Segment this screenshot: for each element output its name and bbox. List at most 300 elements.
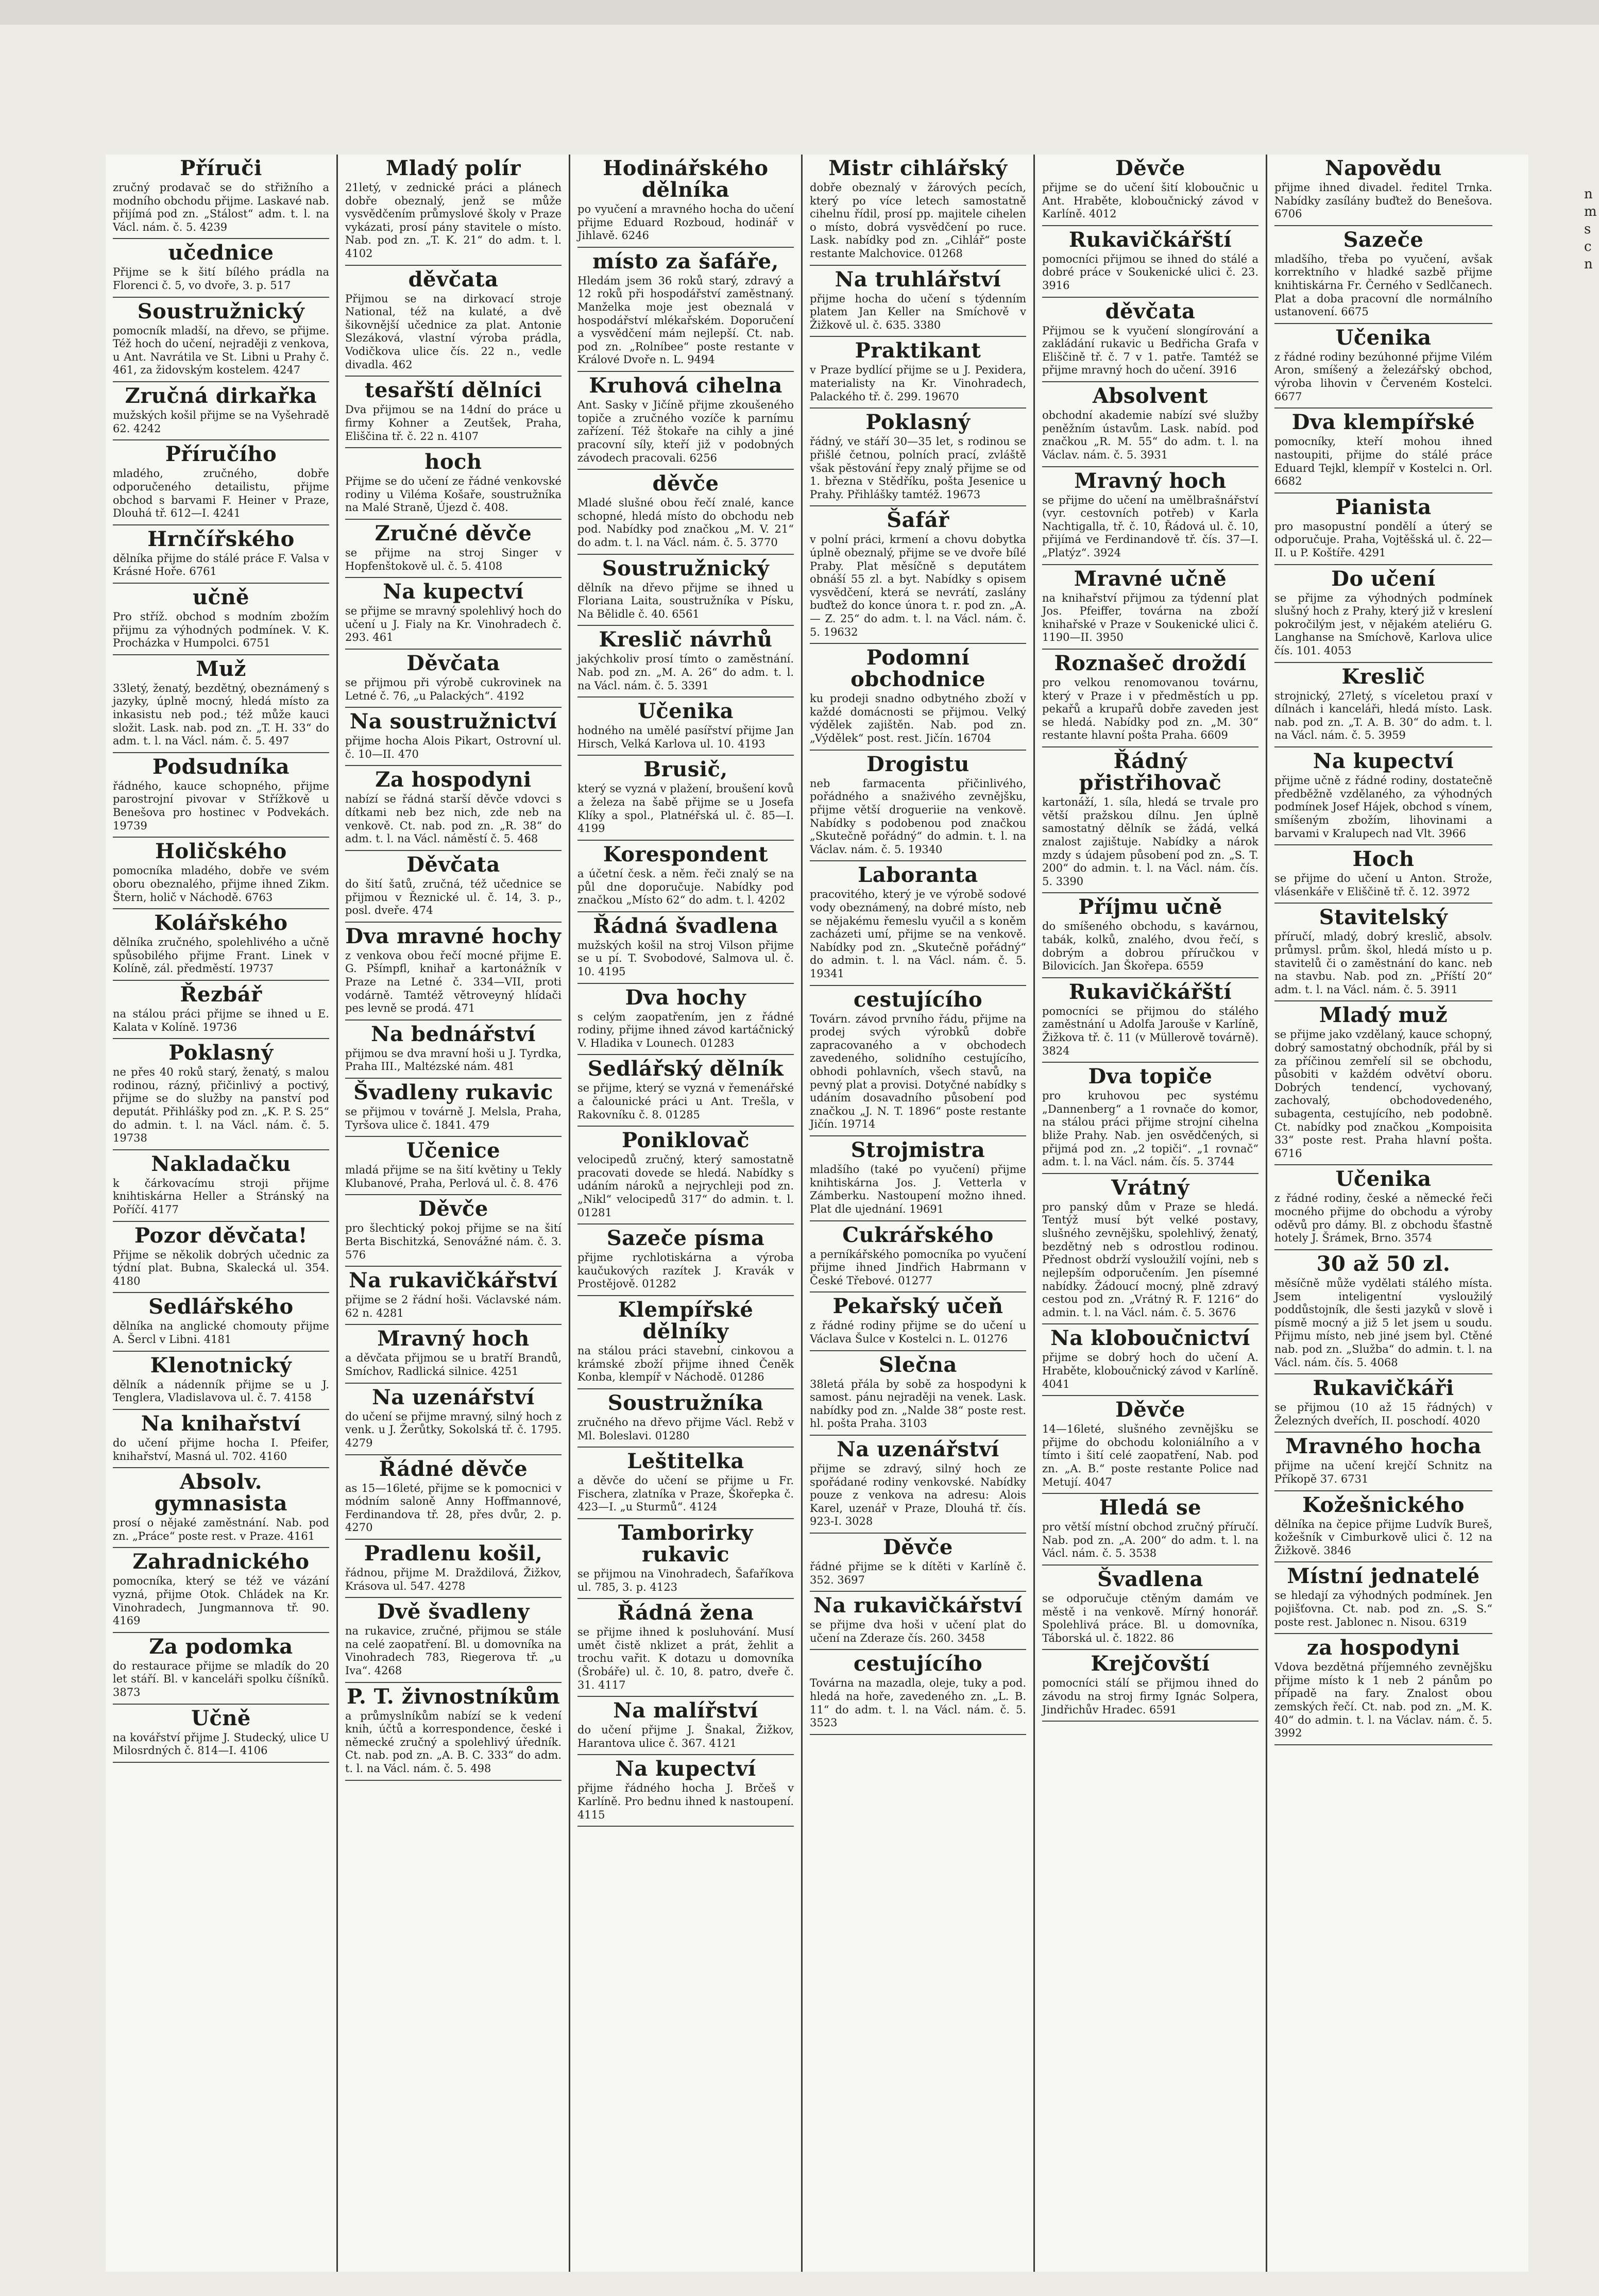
ad-text: se hledají za výhodných podmínek. Jen pojišťovna. Ct. nab. pod zn. „S. S.“ poste rest. Jablonec n. Nisou. 6319 xyxy=(1274,1589,1492,1628)
ad-text: a perníkářského pomocníka po vyučení přijme ihned Jindřich Habrmann v České Třebové. 01277 xyxy=(810,1248,1026,1287)
classified-ad xyxy=(113,753,329,838)
classified-ad xyxy=(113,981,329,1039)
classified-ad xyxy=(113,1705,329,1763)
ad-heading: Podomní obchodnice xyxy=(850,645,985,692)
ad-heading: Na kloboučnictví xyxy=(1050,1326,1250,1351)
ad-heading: Napovědu xyxy=(1325,156,1442,180)
ad-heading: Za hospodyni xyxy=(375,768,532,792)
classified-ad xyxy=(345,155,562,266)
classified-ad xyxy=(577,470,794,554)
ad-text: se přijme jako vzdělaný, kauce schopný, dobrý samostatný obchodník, přál by si za příčinou zemřelí sil se obchodu, působiti v každém odvětví oboru. Dobrých tendencí, vychovaný, zachovalý, obchodovedeného, subagenta, cestujícího, neb podobně. Ct. nabídky pod značkou „Kompoisita 33“ poste rest. Praha hlavní pošta. 6716 xyxy=(1274,1028,1492,1160)
ad-text: přijme hocha do učení s týdenním platem Jan Keller na Smíchově v Žižkově ul. č. 635. 3380 xyxy=(810,292,1026,331)
ad-text: měsíčně může vydělati stálého místa. Jsem inteligentní vysloužilý poddůstojník, dle šesti jazyků v slově i písmě mocný a již 5 let jsem u soudu. Přijmu místo, neb jiné jsem byl. Ctěné nab. pod zn. „Služba“ do admin. t. l. na Václ. nám. čís. 5. 4068 xyxy=(1274,1277,1492,1369)
classified-ad xyxy=(810,1292,1026,1351)
classified-ad xyxy=(577,1697,794,1755)
ad-heading: Učenice xyxy=(406,1138,501,1163)
ad-heading: Mravného hocha xyxy=(1285,1434,1482,1459)
classified-ad xyxy=(1042,1063,1258,1174)
ad-text: pro masopustní pondělí a úterý se odporučuje. Praha, Vojtěšská ul. č. 22—II. u P. Koštíře. 4291 xyxy=(1274,520,1492,559)
classified-ad xyxy=(577,1448,794,1519)
ad-heading: děvče xyxy=(652,471,719,496)
ad-heading: Za podomka xyxy=(149,1634,293,1659)
ad-heading: Praktikant xyxy=(855,338,981,363)
ad-heading: Pozor děvčata! xyxy=(134,1223,308,1248)
classified-ad xyxy=(810,155,1026,266)
ad-heading: Soustružnický xyxy=(137,299,305,324)
classified-ad xyxy=(113,1150,329,1222)
classified-ad xyxy=(113,838,329,909)
ad-text: k čárkovacímu stroji přijme knihtiskárna Heller a Stránský na Poříčí. 4177 xyxy=(113,1177,329,1216)
ad-text: Továrn. závod prvního řádu, přijme na prodej svých výrobků dobře zapracovaného a v obchodech zavedeného, solidního cestujícího, obhodi pohlavních, všech stavů, na pevný plat a provisi. Dotyčné nabídky s udáním dosavadního působení pod značkou „J. N. T. 1896“ poste restante Jičín. 19714 xyxy=(810,1012,1026,1131)
ad-heading: Učně xyxy=(191,1706,251,1730)
ad-text: Přijme se do učení ze řádné venkovské rodiny u Viléma Košaře, soustružníka na Malé Straně, Újezd č. 408. xyxy=(345,475,562,514)
classified-ad xyxy=(1042,650,1258,747)
ad-text: pracovitého, který je ve výrobě sodové vody obeznámený, na dobré místo, neb se nějakému řemeslu vyučil a s koněm zacházeti umí, přijme se na venkově. Nabídky pod zn. „Skutečně pořádný“ do admin. t. l. na Václ. nám. č. 5. 19341 xyxy=(810,888,1026,980)
ad-text: 14—16leté, slušného zevnějšku se přijme do obchodu koloniálního a v tímto i šití celé zaopatření, Nab. pod zn. „A. B.“ poste restante Police nad Metují. 4047 xyxy=(1042,1423,1258,1488)
classified-ad xyxy=(810,506,1026,644)
classified-ad xyxy=(113,298,329,382)
ad-heading: Korespondent xyxy=(603,842,769,866)
ad-text: se přijme dva hoši v učení plat do učení na Zderaze čís. 260. 3458 xyxy=(810,1619,1026,1644)
ad-text: dělníka na anglické chomouty přijme A. Šercl v Libni. 4181 xyxy=(113,1320,329,1346)
ad-heading: Absolvent xyxy=(1092,384,1209,409)
ad-text: v Praze bydlící přijme se u J. Pexidera, materialisty na Kr. Vinohradech, Palackého tř. č. 299. 19670 xyxy=(810,364,1026,403)
ad-heading: Dva hochy xyxy=(625,985,746,1010)
ad-heading: Soustružníka xyxy=(607,1390,764,1415)
ad-heading: Zručné děvče xyxy=(375,521,532,546)
classified-ad xyxy=(345,520,562,578)
classified-ad xyxy=(1042,1324,1258,1396)
classified-ad xyxy=(577,1389,794,1448)
ad-heading: Kreslič návrhů xyxy=(599,627,773,652)
classified-ad xyxy=(577,698,794,756)
ad-heading: Děvče xyxy=(418,1197,488,1221)
classified-ad xyxy=(1274,565,1492,663)
classified-ad xyxy=(345,1267,562,1325)
classified-ad xyxy=(345,1384,562,1455)
classified-ad xyxy=(577,555,794,626)
ad-text: do šití šatů, zručná, též učednice se přijmou v Řeznické ul. č. 14, 3. p., posl. dveře. 474 xyxy=(345,877,562,917)
ad-text: mladého, zručného, dobře odporučeného detailistu, přijme obchod s barvami F. Heiner v Praze, Dlouhá tř. 612—I. 4241 xyxy=(113,467,329,520)
ad-heading: učně xyxy=(193,585,249,609)
classified-ad xyxy=(1042,1650,1258,1722)
classified-ad xyxy=(577,841,794,912)
classified-ad xyxy=(810,644,1026,750)
ad-text: obchodní akademie nabízí své služby peněžním ústavům. Lask. nabíd. pod značkou „R. M. 55“ do adm. t. l. na Václav. nám. č. 5. 3931 xyxy=(1042,409,1258,461)
classified-ad xyxy=(1274,409,1492,493)
ad-text: a děvče do učení se přijme u Fr. Fischera, zlatníka v Praze, Škořepka č. 423—I. „u Sturmů“. 4124 xyxy=(577,1474,794,1513)
classified-ad xyxy=(810,1351,1026,1436)
ad-text: Vdova bezdětná příjemného zevnějšku přijme místo k 1 neb 2 pánům po případě na fary. Znalost obou zemských řečí. Ct. nab. pod zn. „M. K. 40“ do admin. t. l. na Václav. nám. č. 5. 3992 xyxy=(1274,1661,1492,1740)
classified-ad xyxy=(1274,1634,1492,1745)
ad-text: dělník na dřevo přijme se ihned u Floriana Laita, soustružníka v Písku, Na Bělidle č. 40. 6561 xyxy=(577,581,794,620)
classified-ad xyxy=(345,1021,562,1079)
classified-ad xyxy=(345,266,562,377)
ad-text: z řádné rodiny přijme se do učení u Václava Šulce v Kostelci n. L. 01276 xyxy=(810,1319,1026,1345)
ad-heading: Roznašeč droždí xyxy=(1054,651,1247,676)
ad-heading: Na kupectví xyxy=(615,1757,756,1781)
ad-text: přijme učně z řádné rodiny, dostatečně předběžně vzdělaného, za výhodných podmínek Josef Hájek, obchod s vínem, smíšeným zbožím, lihovinami a barvami v Kralupech nad Vlt. 3966 xyxy=(1274,774,1492,840)
ad-text: který se vyzná v plažení, broušení kovů a železa na šabě přijme se u Josefa Klíky a spol., Platnéřská ul. č. 85—I. 4199 xyxy=(577,783,794,835)
ad-heading: Příruči xyxy=(180,156,262,180)
ad-heading: Hrnčířského xyxy=(147,526,295,551)
ad-text: přijme na učení krejčí Schnitz na Příkopě 37. 6731 xyxy=(1274,1459,1492,1485)
classified-ad xyxy=(1042,226,1258,298)
ad-heading: děvčata xyxy=(1105,299,1196,324)
ad-heading: Na bednářství xyxy=(371,1022,536,1046)
ad-heading: Na soustružnictví xyxy=(349,709,557,734)
ad-heading: Na rukavičkářství xyxy=(813,1593,1023,1618)
ad-heading: Na malířství xyxy=(613,1698,758,1723)
ad-text: pomocníci se přijmou do stálého zaměstnání u Adolfa Jarouše v Karlíně, Žižkova tř. č. 11 (v Müllerově továrně). 3824 xyxy=(1042,1005,1258,1057)
ad-text: dělníka přijme do stálé práce F. Valsa v Krásné Hoře. 6761 xyxy=(113,552,329,578)
ad-text: přijmou se dva mravní hoši u J. Tyrdka, Praha III., Maltézské nám. 481 xyxy=(345,1047,562,1073)
ad-text: s celým zaopatřením, jen z řádné rodiny, přijme ihned závod kartáčnický V. Hladika v Lounech. 01283 xyxy=(577,1010,794,1049)
ad-text: pro velkou renomovanou továrnu, který v Praze i v předměstích u pp. pekařů a krupařů dobře zaveden jest se hledá. Nabídky pod zn. „M. 30“ restante hlavní pošta Praha. 6609 xyxy=(1042,676,1258,742)
ad-heading: Děvče xyxy=(883,1535,953,1560)
ad-heading: Sazeče xyxy=(1343,227,1424,252)
ad-heading: Učenika xyxy=(1335,1167,1432,1192)
ad-heading: P. T. živnostníkům xyxy=(346,1684,560,1709)
ad-text: se přijmou na Vinohradech, Šafaříkova ul. 785, 3. p. 4123 xyxy=(577,1567,794,1593)
ad-heading: Děvče xyxy=(1115,1398,1185,1422)
ad-heading: Hoch xyxy=(1352,847,1415,872)
classified-ad xyxy=(345,377,562,448)
classified-ad xyxy=(1274,155,1492,226)
classified-ad xyxy=(1274,1001,1492,1165)
ad-heading: Mistr cihlářský xyxy=(828,156,1008,180)
ad-heading: Holičského xyxy=(155,839,287,864)
ad-text: Továrna na mazadla, oleje, tuky a pod. hledá na hoře, zavedeného zn. „L. B. 11“ do adm. t. l. na Václ. nám. č. 5. 3523 xyxy=(810,1677,1026,1729)
ad-heading: Slečna xyxy=(879,1352,957,1377)
ad-heading: cestujícího xyxy=(853,987,983,1012)
ad-heading: děvčata xyxy=(408,267,499,292)
ad-text: se přijme za výhodných podmínek slušný hoch z Prahy, který již v kreslení pokročilým jest, v nějakém ateliéru G. Langhanse na Smíchově, Karlova ulice čís. 101. 4053 xyxy=(1274,591,1492,657)
ad-text: Pro stříž. obchod s modním zbožím přijmu za výhodných podmínek. V. K. Procházka v Humpolci. 6751 xyxy=(113,610,329,650)
classified-ad xyxy=(1042,1566,1258,1650)
classified-ad xyxy=(113,525,329,584)
ad-text: mladá přijme se na šití květiny u Tekly Klubanové, Praha, Perlová ul. č. 8. 476 xyxy=(345,1164,562,1189)
classified-ad xyxy=(810,266,1026,337)
ad-text: pomocníci stálí se přijmou ihned do závodu na stroj firmy Ignác Solpera, Jindřichův Hradec. 6591 xyxy=(1042,1677,1258,1716)
ad-text: na kovářství přijme J. Studecký, ulice U Milosrdných č. 814—I. 4106 xyxy=(113,1731,329,1757)
ad-text: se přijme na stroj Singer v Hopfenštokově ul. č. 5. 4108 xyxy=(345,546,562,572)
ad-heading: Mravný hoch xyxy=(1074,468,1227,493)
classified-ad xyxy=(1042,747,1258,893)
ad-text: řádný, ve stáří 30—35 let, s rodinou se přišlé četnou, polních prací, zvláště však pěstování řepy znalý přijme se od 1. března v Stědříku, pošta Jesenice u Prahy. Přihlášky tamtéž. 19673 xyxy=(810,435,1026,501)
ad-text: pro kruhovou pec systému „Dannenberg“ a 1 rovnače do komor, na stálou práci přijme strojní cihelna bliže Prahy. Nab. jen osvědčených, si přijmá pod zn. „2 topiči“. „1 rovnač“ adm. t. l. na Václ. nám. čís. 5. 3744 xyxy=(1042,1090,1258,1168)
ad-text: mužských košil přijme se na Vyšehradě 62. 4242 xyxy=(113,409,329,435)
classified-ad xyxy=(1274,904,1492,1001)
ad-heading: Na kupectví xyxy=(383,580,524,604)
ad-heading: Řádný přistřihovač xyxy=(1079,749,1222,795)
classified-ad xyxy=(345,448,562,520)
classified-ad xyxy=(577,626,794,698)
classified-ad xyxy=(1042,382,1258,467)
classified-ad xyxy=(810,1650,1026,1734)
ad-text: Přijmou se k vyučení slongírování a zakládání rukavic u Bedřicha Grafa v Eliščině tř. č. 7 v 1. patře. Tamtéž se přijme mravný hoch do učení. 3916 xyxy=(1042,324,1258,377)
ad-heading: Absolv. gymnasista xyxy=(154,1470,288,1516)
ad-text: do smíšeného obchodu, s kavárnou, tabák, kolků, znalého, dvou řečí, s dobrým a dobrou příručkou v Bilovicích. Jan Škořepa. 6559 xyxy=(1042,920,1258,973)
ad-text: dobře obeznalý v žárových pecích, který po více letech samostatně cihelnu řídil, prosí pp. majitele cihelen o místo, dobrá vysvědčení po ruce. Lask. nabídky pod zn. „Cihlář“ poste restante Malchovice. 01268 xyxy=(810,181,1026,260)
classified-ad xyxy=(113,655,329,753)
ad-heading: Švadlena xyxy=(1097,1567,1203,1592)
classified-ad xyxy=(577,248,794,372)
ad-heading: Vrátný xyxy=(1111,1175,1189,1200)
ad-heading: Hledá se xyxy=(1099,1495,1202,1520)
classified-ad xyxy=(1274,1250,1492,1374)
classified-ad xyxy=(113,1410,329,1468)
ad-text: přijme se zdravý, silný hoch ze spořádané rodiny venkovské. Nabídky pouze z venkova na adresu: Alois Karel, uzenář v Praze, Dlouhá tř. čís. 923-I. 3028 xyxy=(810,1462,1026,1528)
classified-ad xyxy=(577,984,794,1056)
classified-ad xyxy=(345,1540,562,1598)
ad-heading: Poniklovač xyxy=(621,1128,750,1153)
classified-ad xyxy=(1274,494,1492,565)
ad-text: na stálou práci stavební, cinkovou a krámské zboží přijme ihned Čeněk Konba, klempíř v Náchodě. 01286 xyxy=(577,1345,794,1384)
classified-ad xyxy=(810,1136,1026,1221)
ad-text: dělníka zručného, spolehlivého a učně spůsobilého přijme Frant. Linek v Kolíně, zál. předměstí. 19737 xyxy=(113,936,329,975)
ad-text: zručný prodavač se do střižního a modního obchodu přijme. Laskavé nab. přijímá pod zn. „Stálost“ adm. t. l. na Václ. nám. č. 5. 4239 xyxy=(113,181,329,233)
classified-ad xyxy=(577,912,794,984)
ad-text: se přijme do učení u Anton. Strože, vlásenkáře v Eliščině tř. č. 12. 3972 xyxy=(1274,872,1492,898)
ad-heading: Krejčovští xyxy=(1091,1652,1210,1676)
ad-heading: Rukavičkáři xyxy=(1313,1376,1454,1401)
classified-ad xyxy=(113,1222,329,1294)
ad-heading: Hodinářského dělníka xyxy=(603,156,769,202)
ad-text: Přijmou se na dirkovací stroje National, též na kulaté, a dvě šikovnější učednice za plat. Antonie Slezáková, vlastní výroba prádla, Vodičkova ulice čís. 22 n., vedle divadla. 462 xyxy=(345,292,562,371)
ad-heading: Drogistu xyxy=(866,752,969,776)
ad-heading: Dva klempířské xyxy=(1291,410,1475,435)
classified-ad xyxy=(113,1293,329,1351)
ad-text: se přijme, který se vyzná v řemenářské a čalounické práci u Ant. Trešla, v Rakovníku č. 8. 01285 xyxy=(577,1082,794,1121)
classified-ad xyxy=(1042,155,1258,226)
column-5 xyxy=(1035,155,1267,2272)
ad-text: Dva přijmou se na 14dní do práce u firmy Kohner a Zeutšek, Praha, Eliščina tř. č. 22 n. 4107 xyxy=(345,403,562,443)
classified-ad xyxy=(345,1325,562,1383)
column-1 xyxy=(106,155,338,2272)
ad-heading: Pianista xyxy=(1335,495,1432,519)
classified-ad xyxy=(1042,467,1258,565)
ad-text: nabízí se řádná starší děvče vdovci s dítkami neb bez nich, zde neb na venkově. Ct. nab. pod zn. „R. 38“ do adm. t. l. na Václ. náměstí č. 5. 468 xyxy=(345,793,562,845)
ad-text: příručí, mladý, dobrý kreslič, absolv. průmysl. prům. škol, hledá místo u p. stavitelů či o zaměstnání do kanc. neb na stavbu. Nab. pod zn. „Příští 20“ adm. t. l. na Václ. nám. č. 5. 3911 xyxy=(1274,930,1492,996)
column-4 xyxy=(803,155,1035,2272)
ad-text: přijme rychlotiskárna a výroba kaučukových razítek J. Kravák v Prostějově. 01282 xyxy=(577,1251,794,1290)
ad-heading: 30 až 50 zl. xyxy=(1316,1251,1451,1276)
ad-heading: hoch xyxy=(424,450,482,474)
ad-text: se přijme do učení na umělbrašnářství (vyr. cestovních potřeb) v Karla Nachtigalla, tř. č. 10, Řádová ul. č. 10, přijímá ve Ferdinandově tř. čís. 37—I. „Platýz“. 3924 xyxy=(1042,494,1258,559)
ad-text: prosí o nějaké zaměstnání. Nab. pod zn. „Práce“ poste rest. v Praze. 4161 xyxy=(113,1517,329,1542)
ad-heading: Na uzenářství xyxy=(372,1385,535,1409)
ad-text: a průmyslníkům nabízí se k vedení knih, účtů a korrespondence, české i německé zručný a spolehlivý úředník. Ct. nab. pod zn. „A. B. C. 333“ do adm. t. l. na Václ. nám. č. 5. 498 xyxy=(345,1709,562,1775)
ad-text: přijme ihned divadel. ředitel Trnka. Nabídky zasílány buďtež do Benešova. 6706 xyxy=(1274,181,1492,220)
ad-text: ne přes 40 roků starý, ženatý, s malou rodinou, rázný, přičinlivý a poctivý, přijme se do služby na panství pod deputát. Přihlášky pod zn. „K. P. S. 25“ do admin. t. l. na Václ. nám. č. 5. 19738 xyxy=(113,1066,329,1145)
classified-ad xyxy=(810,1436,1026,1534)
ad-heading: Řádná žena xyxy=(617,1601,754,1625)
classified-ad xyxy=(1042,893,1258,978)
classified-ad xyxy=(577,1519,794,1599)
ad-heading: Mravný hoch xyxy=(377,1326,530,1351)
classified-ad xyxy=(810,409,1026,506)
ad-heading: Děvčata xyxy=(406,651,500,676)
ad-text: Přijme se k šití bílého prádla na Florenci č. 5, vo dvoře, 3. p. 517 xyxy=(113,266,329,292)
classified-ad xyxy=(345,708,562,766)
ad-text: do učení se přijme mravný, silný hoch z venk. u J. Žerůtky, Sokolská tř. č. 1795. 4279 xyxy=(345,1410,562,1449)
ad-text: pomocníka mladého, dobře ve svém oboru obeznalého, přijme ihned Zikm. Štern, holič v Náchodě. 6763 xyxy=(113,864,329,904)
ad-text: řádného, kauce schopného, přijme parostrojní pivovar v Střížkově u Benešova pro hostinec v Podvekách. 19739 xyxy=(113,779,329,832)
ad-text: mladšího (také po vyučení) přijme knihtiskárna Jos. J. Vetterla v Zámberku. Nastoupení možno ihned. Plat dle ujednání. 19691 xyxy=(810,1163,1026,1215)
classified-ad xyxy=(810,861,1026,985)
ad-heading: Muž xyxy=(196,656,246,681)
ad-heading: Laboranta xyxy=(858,863,978,888)
ad-heading: Brusič, xyxy=(643,757,728,782)
ad-heading: Klenotnický xyxy=(150,1353,292,1377)
ad-text: kartonáží, 1. síla, hledá se trvale pro větší pražskou dílnu. Jen úplně samostatný dělník se žádá, velká znalost zajištuje. Nabídky a nárok mzdy s údajem působení pod zn. „S. T. 200“ do admin. t. l. na Václ. nám. čís. 5. 3390 xyxy=(1042,796,1258,888)
ad-heading: Kruhová cihelna xyxy=(589,373,783,398)
ad-heading: Pradlenu košil, xyxy=(364,1541,543,1566)
classified-ad xyxy=(345,1598,562,1682)
classified-ad xyxy=(1274,747,1492,845)
ad-text: mužských košil na stroj Vilson přijme se u pí. T. Svobodové, Salmova ul. č. 10. 4195 xyxy=(577,939,794,978)
ad-heading: Šafář xyxy=(887,508,949,533)
classified-ad xyxy=(345,578,562,650)
classified-ad xyxy=(345,650,562,708)
ad-text: Hledám jsem 36 roků starý, zdravý a 12 roků při hospodářství zaměstnaný. Manželka moje jest obeznalá v hospodářství mlékařském. Doporučení a vysvědčení mám nejlepší. Ct. nab. pod zn. „Rolníbee“ poste restante v Králové Dvoře n. L. 9494 xyxy=(577,274,794,366)
classified-ad xyxy=(113,1352,329,1410)
ad-heading: Kreslič xyxy=(1341,664,1425,689)
classified-ad xyxy=(113,440,329,525)
classified-ad xyxy=(1042,1494,1258,1566)
ad-text: přijme řádného hocha J. Brčeš v Karlíně. Pro bednu ihned k nastoupení. 4115 xyxy=(577,1782,794,1821)
classified-ad xyxy=(1042,298,1258,382)
ad-heading: cestujícího xyxy=(853,1652,983,1676)
ad-text: pomocník mladší, na dřevo, se přijme. Též hoch do učení, nejraději z venkova, u Ant. Navrátila ve St. Libni u Prahy č. 461, za židovským kostelem. 4247 xyxy=(113,324,329,377)
ad-heading: Poklasný xyxy=(865,410,971,435)
ad-heading: Švadleny rukavic xyxy=(353,1080,553,1104)
classified-ad xyxy=(577,1599,794,1697)
classified-ad xyxy=(577,155,794,248)
ad-heading: Podsudníka xyxy=(152,754,290,779)
ad-text: se přijmou při výrobě cukrovinek na Letné č. 76, „u Palackých“. 4192 xyxy=(345,676,562,702)
ad-heading: Mravné učně xyxy=(1074,566,1227,591)
ad-heading: Tamborirky rukavic xyxy=(618,1520,754,1567)
ad-heading: Sedlářský dělník xyxy=(587,1057,784,1081)
ad-heading: Na kupectví xyxy=(1313,749,1454,774)
ad-text: 21letý, v zednické práci a plánech dobře obeznalý, jenž se může vysvědčením průmyslové školy v Praze vykázati, prosí pány stavitele o místo. Nab. pod zn. „T. K. 21“ do adm. t. l. 4102 xyxy=(345,181,562,260)
ad-text: neb farmacenta přičinlivého, pořádného a snaživého zevnějšku, přijme větší drogueriie na venkově. Nabídky s podobenou pod značkou „Skutečně pořádný“ do admin. t. l. na Václav. nám. č. 5. 19340 xyxy=(810,777,1026,856)
classified-ad xyxy=(1274,1491,1492,1563)
classified-ad xyxy=(1274,663,1492,747)
ad-text: Ant. Sasky v Jičíně přijme zkoušeného topiče a zručného vozíče k parnímu zařízení. Též štokaře na cihly a jiné pracovní síly, kteří již v podobných závodech pracovali. 6256 xyxy=(577,399,794,464)
ad-heading: Příručího xyxy=(165,442,277,467)
ad-heading: Zahradnického xyxy=(132,1550,310,1574)
ad-text: pomocníky, kteří mohou ihned nastoupiti, přijme do stálé práce Eduard Tejkl, klempíř v Kostelci n. Orl. 6682 xyxy=(1274,435,1492,488)
ad-heading: Nakladačku xyxy=(151,1151,291,1176)
ad-text: se odporučuje ctěným damám ve městě i na venkově. Mírný honorář. Spolehlivá práce. Bl. u domovníka, Táborská ul. č. 1822. 86 xyxy=(1042,1592,1258,1644)
classified-ad xyxy=(810,1592,1026,1650)
ad-text: jakýchkoliv prosí tímto o zaměstnání. Nab. pod zn. „M. A. 26“ do adm. t. l. na Václ. nám. č. 5. 3391 xyxy=(577,653,794,692)
ad-text: dělník a nádenník přijme se u J. Tenglera, Vladislavova ul. č. 7. 4158 xyxy=(113,1378,329,1404)
ad-heading: Poklasný xyxy=(168,1041,274,1065)
classified-ad xyxy=(577,756,794,840)
ad-heading: Dva mravné hochy xyxy=(345,924,562,948)
ad-text: pro šlechtický pokoj přijme se na šití Berta Bischitzká, Senovážné nám. č. 3. 576 xyxy=(345,1222,562,1261)
ad-heading: Klempířské dělníky xyxy=(618,1298,754,1344)
classified-ad xyxy=(577,1755,794,1827)
ad-text: mladšího, třeba po vyučení, avšak korrektního v hladké sazbě přijme knihtiskárna Fr. Černého v Sedlčanech. Plat a doba pracovní dle normálního ustanovení. 6675 xyxy=(1274,252,1492,318)
column-2 xyxy=(338,155,570,2272)
ad-text: se přijme se mravný spolehlivý hoch do učení u J. Fialy na Kr. Vinohradech č. 293. 461 xyxy=(345,605,562,644)
ad-text: a účetní česk. a něm. řeči znalý se na půl dne doporučuje. Nabídky pod značkou „Místo 62“ do adm. t. l. 4202 xyxy=(577,867,794,907)
ad-heading: Leštitelka xyxy=(627,1449,744,1474)
classified-ad xyxy=(113,1548,329,1632)
ad-heading: Místní jednatelé xyxy=(1287,1564,1480,1589)
ad-text: Přijme se několik dobrých učednic za týdní plat. Bubna, Skalecká ul. 354. 4180 xyxy=(113,1248,329,1287)
ad-text: do učení přijme J. Šnakal, Žižkov, Harantova ulice č. 367. 4121 xyxy=(577,1724,794,1749)
classified-ad xyxy=(345,1195,562,1267)
ad-heading: Zručná dirkařka xyxy=(125,384,317,409)
ad-heading: Mladý muž xyxy=(1319,1003,1448,1028)
classified-ad xyxy=(113,155,329,239)
ad-text: přijme se dobrý hoch do učení A. Hraběte, kloboučnický závod v Karlíně. 4041 xyxy=(1042,1351,1258,1390)
classified-ads-page xyxy=(106,155,1528,2272)
ad-heading: Pekařský učeň xyxy=(832,1294,1003,1319)
classified-ad xyxy=(113,382,329,440)
ad-heading: učednice xyxy=(168,241,274,265)
classified-ad xyxy=(113,584,329,655)
column-6 xyxy=(1267,155,1500,2272)
ad-text: přijme hocha Alois Pikart, Ostrovní ul. č. 10—II. 470 xyxy=(345,735,562,760)
ad-heading: Na uzenářství xyxy=(837,1437,999,1461)
classified-ad xyxy=(810,986,1026,1136)
ad-heading: Řezbář xyxy=(180,982,262,1007)
ad-text: pomocníka, který se též ve vázání vyzná, přijme Otok. Chládek na Kr. Vinohradech, Jungmannova tř. 90. 4169 xyxy=(113,1575,329,1627)
adjacent-page-margin-text: nmscn xyxy=(1584,186,1597,272)
ad-text: a děvčata přijmou se u bratří Brandů, Smíchov, Radlická silnice. 4251 xyxy=(345,1352,562,1378)
classified-ad xyxy=(810,1221,1026,1293)
ad-heading: Řádná švadlena xyxy=(593,913,778,938)
classified-ad xyxy=(577,1296,794,1389)
classified-ad xyxy=(810,751,1026,862)
ad-heading: Strojmistra xyxy=(850,1138,985,1163)
ad-text: pro větší místní obchod zručný příručí. Nab. pod zn. „A. 200“ do adm. t. l. na Václ. nám. č. 5. 3538 xyxy=(1042,1521,1258,1560)
ad-text: přijme se 2 řádní hoši. Václavské nám. 62 n. 4281 xyxy=(345,1294,562,1319)
ad-heading: Stavitelský xyxy=(1319,905,1448,930)
ad-heading: tesařští dělníci xyxy=(365,378,542,403)
ad-heading: Mladý polír xyxy=(385,156,521,180)
ad-text: na rukavice, zručné, přijmou se stále na celé zaopatření. Bl. u domovníka na Vinohradech 783, Riegerova tř. „u Iva“. 4268 xyxy=(345,1625,562,1677)
ad-text: as 15—16leté, přijme se k pomocnici v módním saloně Anny Hoffmannové, Ferdinandova tř. 28, přes dvůr, 2. p. 4270 xyxy=(345,1482,562,1534)
scan-top-edge xyxy=(0,0,1599,25)
classified-ad xyxy=(345,1137,562,1195)
ad-heading: Cukrářského xyxy=(842,1222,994,1247)
ad-heading: místo za šafáře, xyxy=(592,249,779,274)
ad-text: pro panský dům v Praze se hledá. Tentýž musí být velké postavy, slušného zevnějšku, spolehlivý, ženatý, bezdětný neb s odrostlou rodinou. Přednost obdrží vysloužilí vojíni, neb s nejlepším odporučením. Jen písemné nabídky. Žádoucí mocný, plně zdravý cestou pod zn. „Vrátný R. F. 1216“ do admin. t. l. na Václ. nám. č. 5. 3676 xyxy=(1042,1200,1258,1319)
ad-text: 38letá přála by sobě za hospodyni k samost. pánu nejraději na venek. Lask. nabídky pod zn. „Nalde 38“ poste rest. hl. pošta Praha. 3103 xyxy=(810,1377,1026,1430)
ad-text: zručného na dřevo přijme Václ. Rebž v Ml. Boleslavi. 01280 xyxy=(577,1416,794,1442)
classified-ad xyxy=(1042,565,1258,650)
ad-text: řádnou, přijme M. Draždilová, Žižkov, Krásova ul. 547. 4278 xyxy=(345,1566,562,1592)
classified-ad xyxy=(345,851,562,923)
ad-heading: Učenika xyxy=(1335,325,1432,350)
ad-text: se přijme ihned k posluhování. Musí umět čistě nklizet a prát, žehlit a trochu vařit. K dotazu u domovníka (Šrobáře) ul. č. 10, 8. patro, dveře č. 31. 4117 xyxy=(577,1626,794,1691)
ad-text: strojnický, 27letý, s víceletou praxí v dílnách i kanceláři, hledá místo. Lask. nab. pod zn. „T. A. B. 30“ do adm. t. l. na Václ. nám. č. 5. 3959 xyxy=(1274,689,1492,742)
ad-heading: Rukavičkářští xyxy=(1068,979,1232,1004)
classified-ad xyxy=(113,1039,329,1150)
ad-heading: Příjmu učně xyxy=(1078,895,1222,920)
classified-ad xyxy=(113,239,329,297)
ad-heading: Učenika xyxy=(637,699,734,724)
ad-heading: Dva topiče xyxy=(1088,1064,1213,1089)
